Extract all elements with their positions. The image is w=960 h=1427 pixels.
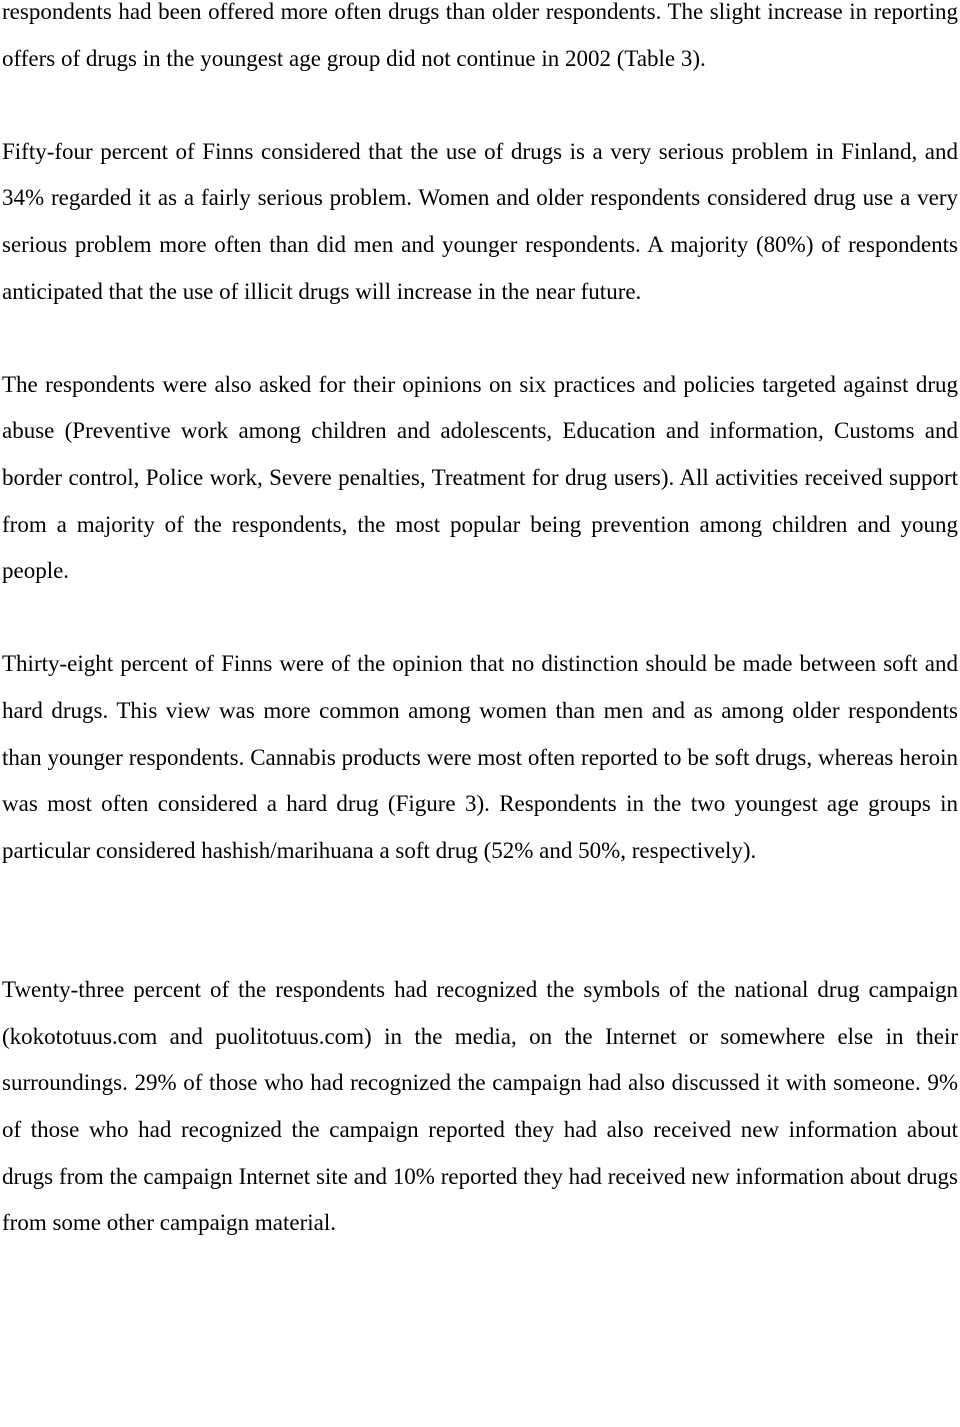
paragraph-spacer [2,82,958,129]
document-page [2,0,958,1247]
paragraph-spacer-large [2,874,958,967]
paragraph-spacer [2,315,958,362]
paragraph-drug-offers: respondents had been offered more often drugs than older respondents. The slight increase in reporting offers of drugs in the youngest age group did not continue in 2002 (Table 3). [2,0,958,71]
paragraph-drug-campaign: Twenty-three percent of the respondents had recognized the symbols of the national drug campaign (kokototuus.com and puolitotuus.com) in the media, on the Internet or somewhere else in their surroundings. 29% of those who had recognized the campaign had also discussed it with someone. 9% of those who had recognized the campaign reported they had also received new information about drugs from the campaign Internet site and 10% reported they had received new information about drugs from some other campaign material. [2,977,958,1236]
paragraph-soft-hard-drugs: Thirty-eight percent of Finns were of the opinion that no distinction should be made between soft and hard drugs. This view was more common among women than men and as among older respondents than younger respondents. Cannabis products were most often reported to be soft drugs, whereas heroin was most often considered a hard drug (Figure 3). Respondents in the two youngest age groups in particular considered hashish/marihuana a soft drug (52% and 50%, respectively). [2,651,958,863]
paragraph-drug-problem-opinion: Fifty-four percent of Finns considered that the use of drugs is a very serious problem in Finland, and 34% regarded it as a fairly serious problem. Women and older respondents considered drug use a very serious problem more often than did men and younger respondents. A majority (80%) of respondents anticipated that the use of illicit drugs will increase in the near future. [2,138,958,304]
paragraph-spacer [2,595,958,642]
paragraph-drug-policies: The respondents were also asked for their opinions on six practices and policies targeted against drug abuse (Preventive work among children and adolescents, Education and information, Customs and border control, Police work, Severe penalties, Treatment for drug users). All activities received support from a majority of the respondents, the most popular being prevention among children and young people. [2,371,958,584]
